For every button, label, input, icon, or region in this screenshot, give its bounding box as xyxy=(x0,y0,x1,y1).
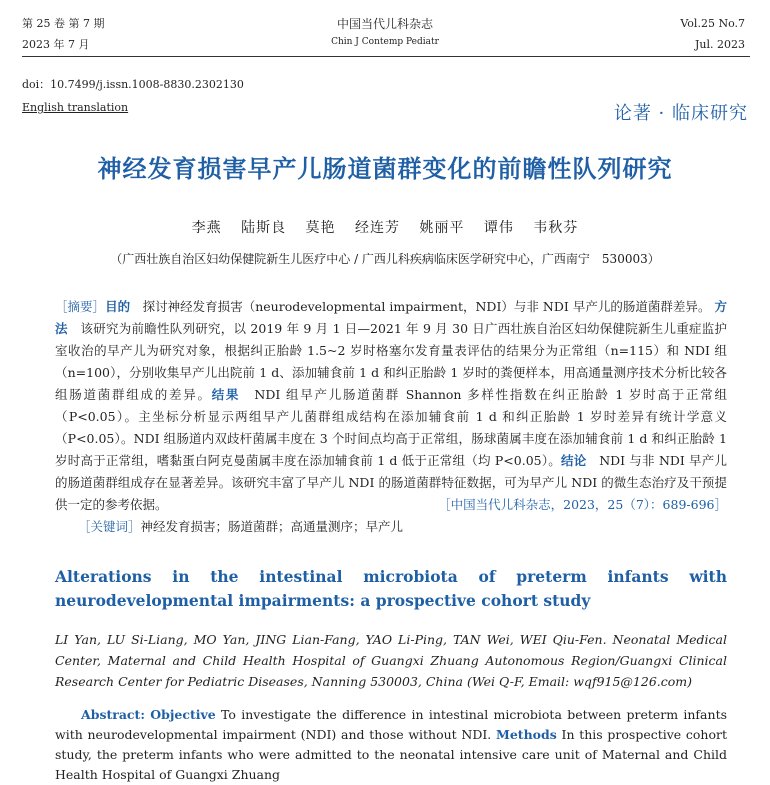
citation-cn: ［中国当代儿科杂志，2023，25（7）：689-696］ xyxy=(438,497,727,512)
abstract-label-en: Abstract: xyxy=(81,707,145,722)
methods-label-en: Methods xyxy=(496,727,557,742)
abstract-cn xyxy=(55,296,727,516)
abstract-en xyxy=(55,705,727,785)
objective-text-en: To investigate the difference in intestinal microbiota between preterm infants with neurodevelopmental impairment (NDI) and those without NDI. xyxy=(55,707,728,742)
methods-label-cn: 方法 xyxy=(55,299,727,336)
methods-text-en: In this prospective cohort study, the preterm infants who were admitted to the neonatal intensive care unit of Maternal and Child Health Hospital of Guangxi Zhuang xyxy=(55,727,728,782)
volume-en: Vol.25 No.7 xyxy=(680,17,745,30)
conclusion-text-cn: NDI 与非 NDI 早产儿的肠道菌群组成存在显著差异。该研究丰富了早产儿 NDI 的肠道菌群特征数据，可为早产儿 NDI 的微生态治疗及干预提供一定的参考依据。 xyxy=(55,453,727,512)
affiliation-cn: （广西壮族自治区妇幼保健院新生儿医疗中心 / 广西儿科疾病临床医学研究中心，广西南宁 530003） xyxy=(110,252,660,266)
objective-label-cn: 目的 xyxy=(105,299,131,314)
issue-date-en: Jul. 2023 xyxy=(695,38,745,51)
journal-name-cn: 中国当代儿科杂志 xyxy=(336,17,433,31)
results-text-cn: NDI 组早产儿肠道菌群 Shannon 多样性指数在纠正胎龄 1 岁时高于正常组（P<0.05）。主坐标分析显示两组早产儿菌群组成结构在添加辅食前 1 d 和纠正胎龄 1 岁时差异有统计学意义（P<0.05）。NDI 组肠道内双歧杆菌属丰度在 3 个时间点均高于正常组，肠球菌属丰度在添加辅食前 1 d 和纠正胎龄 1 岁时高于正常组，嗜黏蛋白阿克曼菌属丰度在添加辅食前 1 d 低于正常组（均 P<0.05）。 xyxy=(55,387,727,468)
header-rule xyxy=(22,56,750,57)
objective-label-en: Objective xyxy=(150,707,216,722)
journal-name-en: Chin J Contemp Pediatr xyxy=(331,37,439,47)
methods-text-cn: 该研究为前瞻性队列研究，以 2019 年 9 月 1 日—2021 年 9 月 30 日广西壮族自治区妇幼保健院新生儿重症监护室收治的早产儿为研究对象，根据纠正胎龄 1.5~2 岁时格塞尔发育量表评估的结果分为正常组（n=115）和 NDI 组（n=100），分别收集早产儿出院前 1 d、添加辅食前 1 d 和纠正胎龄 1 岁时的粪便样本，用高通量测序技术分析比较各组肠道菌群组成的差异。 xyxy=(55,321,727,402)
issue-date-cn: 2023 年 7 月 xyxy=(22,38,90,51)
authors-cn: 李燕 陆斯良 莫艳 经连芳 姚丽平 谭伟 韦秋芬 xyxy=(191,220,579,236)
keywords-cn xyxy=(78,517,403,535)
abstract-label-cn: ［摘要］ xyxy=(55,299,106,314)
column-label: 论著 · 临床研究 xyxy=(613,103,748,124)
volume-issue: 第 25 卷 第 7 期 xyxy=(22,17,105,30)
authors-en: LI Yan, LU Si-Liang, MO Yan, JING Lian-Fang, YAO Li-Ping, TAN Wei, WEI Qiu-Fen. Neonatal Medical Center, Maternal and Child Health Hospital of Guangxi Zhuang Autonomous Region/Guangxi Clinical Research Center for Pediatric Diseases, Nanning 530003, China (Wei Q-F, Email: wqf915@126.com) xyxy=(55,632,727,689)
objective-text-cn: 探讨神经发育损害（neurodevelopmental impairment，NDI）与非 NDI 早产儿的肠道菌群差异。 xyxy=(130,299,711,314)
doi[interactable]: doi：10.7499/j.issn.1008-8830.2302130 xyxy=(22,78,244,91)
english-translation-link[interactable]: English translation xyxy=(22,101,129,114)
keywords-text-cn: 神经发育损害；肠道菌群；高通量测序；早产儿 xyxy=(140,519,404,534)
results-label-cn: 结果 xyxy=(211,387,241,402)
article-title-en: Alterations in the intestinal microbiota of preterm infants with neurodevelopmental impairments: a prospective cohort study xyxy=(55,567,727,610)
conclusion-label-cn: 结论 xyxy=(561,453,587,468)
keywords-label-cn: ［关键词］ xyxy=(78,519,141,534)
article-title-cn: 神经发育损害早产儿肠道菌群变化的前瞻性队列研究 xyxy=(97,154,673,183)
